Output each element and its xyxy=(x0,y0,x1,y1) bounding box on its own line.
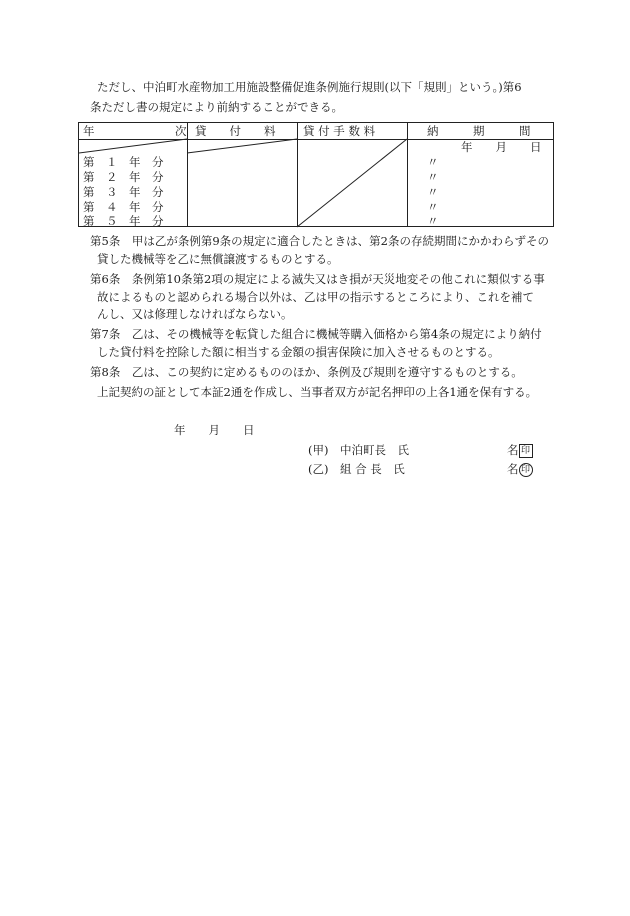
payment-schedule-table xyxy=(78,122,554,227)
seal-round: 印 xyxy=(519,463,533,477)
party-a: (甲) 中泊町長 氏 xyxy=(308,443,409,457)
article-7-line-2: した貸付料を控除した額に相当する金額の損害保険に加入させるものとする。 xyxy=(97,345,500,359)
header-rent: 貸 付 料 xyxy=(195,124,276,138)
signing-date: 年 月 日 xyxy=(174,423,255,437)
article-6-line-1: 第6条 条例第10条第2項の規定による滅失又はき損が天災地変その他これに類似する事 xyxy=(90,272,545,286)
row-label: 第 ５ 年 分 xyxy=(83,214,164,228)
article-8-line-1: 第8条 乙は、この契約に定めるもののほか、条例及び規則を遵守するものとする。 xyxy=(90,365,523,379)
ditto-mark: 〃 xyxy=(427,214,439,228)
ditto-mark: 〃 xyxy=(427,170,439,184)
date-header: 年 月 日 xyxy=(461,140,542,154)
header-fee: 貸 付 手 数 料 xyxy=(303,124,376,138)
party-b: (乙) 組 合 長 氏 xyxy=(308,462,405,476)
row-label: 第 ３ 年 分 xyxy=(83,185,164,199)
article-6-line-2: 故によるものと認められる場合以外は、乙は甲の指示するところにより、これを補て xyxy=(97,290,534,304)
row-label: 第 ２ 年 分 xyxy=(83,170,164,184)
row-label: 第 １ 年 分 xyxy=(83,155,164,169)
article-6-line-3: んし、又は修理しなければならない。 xyxy=(97,307,293,321)
party-b-name-seal xyxy=(507,462,533,477)
intro-line-2: 条ただし書の規定により前納することができる。 xyxy=(90,100,343,114)
ditto-mark: 〃 xyxy=(427,155,439,169)
header-year: 年 次 xyxy=(83,124,187,138)
intro-line-1: ただし、中泊町水産物加工用施設整備促進条例施行規則(以下「規則」という。)第6 xyxy=(97,80,522,94)
name-label: 名 xyxy=(507,462,519,476)
article-5-line-2: 貸した機械等を乙に無償譲渡するものとする。 xyxy=(97,252,339,266)
row-label: 第 ４ 年 分 xyxy=(83,200,164,214)
closing-statement: 上記契約の証として本証2通を作成し、当事者双方が記名押印の上各1通を保有する。 xyxy=(97,385,538,399)
article-7-line-1: 第7条 乙は、その機械等を転貸した組合に機械等購入価格から第4条の規定により納付 xyxy=(90,327,542,341)
ditto-mark: 〃 xyxy=(427,200,439,214)
name-label: 名 xyxy=(507,443,519,457)
party-a-name-seal xyxy=(507,443,533,458)
header-due: 納 期 間 xyxy=(427,124,531,138)
ditto-mark: 〃 xyxy=(427,185,439,199)
seal-square: 印 xyxy=(519,444,533,458)
article-5-line-1: 第5条 甲は乙が条例第9条の規定に適合したときは、第2条の存続期間にかかわらずその xyxy=(90,234,549,248)
